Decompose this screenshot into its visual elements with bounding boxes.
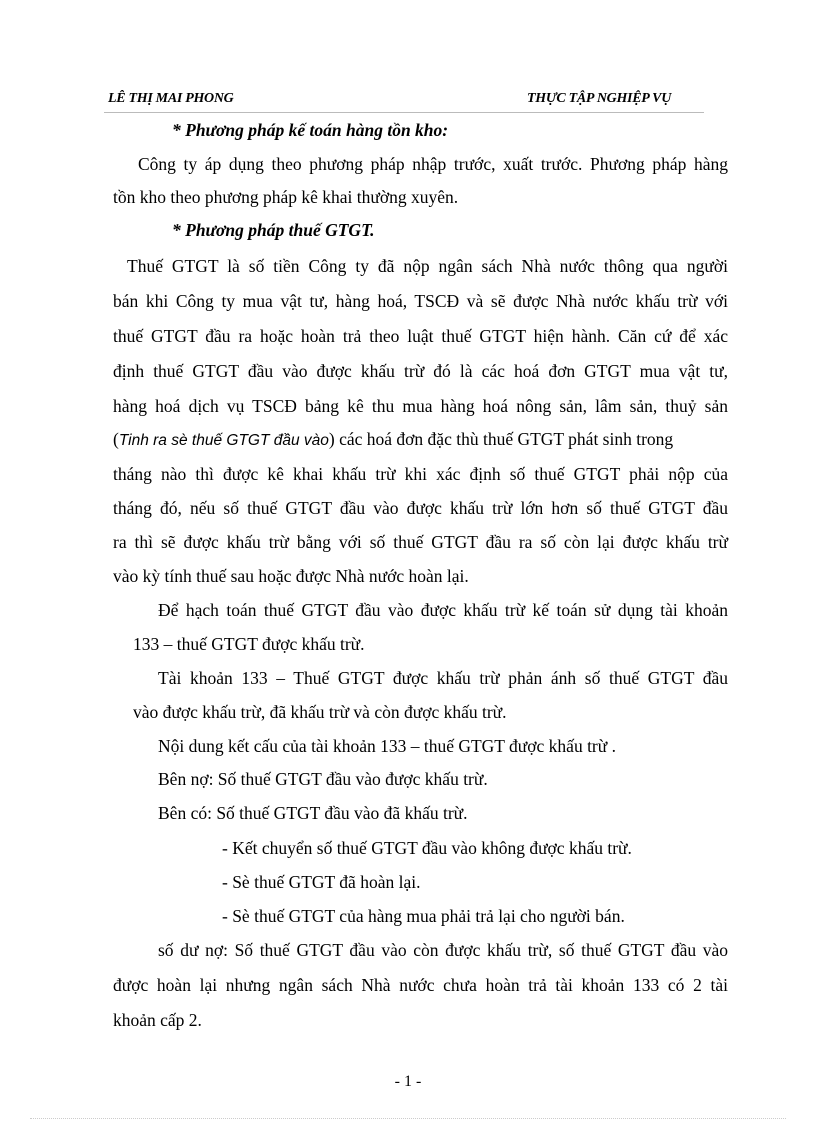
paragraph-line-mixed xyxy=(113,428,673,452)
paragraph-line: Thuế GTGT là số tiền Công ty đã nộp ngân sách Nhà nước thông qua người xyxy=(127,256,728,276)
paragraph-line: Để hạch toán thuế GTGT đầu vào được khấu trừ kế toán sử dụng tài khoản xyxy=(158,600,728,620)
page-number: - 1 - xyxy=(394,1073,422,1090)
section-heading-vat: * Phương pháp thuế GTGT. xyxy=(172,220,375,240)
open-paren: ( xyxy=(113,429,119,449)
paragraph-line: được hoàn lại nhưng ngân sách Nhà nước chưa hoàn trả tài khoản 133 có 2 tài xyxy=(113,975,728,995)
paragraph-line: ra thì sẽ được khấu trừ bằng với số thuế GTGT đầu ra số còn lại được khấu trừ xyxy=(113,532,728,552)
bullet-item: - Sè thuế GTGT đã hoàn lại. xyxy=(222,872,421,892)
paragraph-line: Bên có: Số thuế GTGT đầu vào đã khấu trừ. xyxy=(158,803,468,823)
header-author: LÊ THỊ MAI PHONG xyxy=(108,91,234,106)
paragraph-line: định thuế GTGT đầu vào được khấu trừ đó là các hoá đơn GTGT mua vật tư, xyxy=(113,361,728,381)
paragraph-line: Công ty áp dụng theo phương pháp nhập trước, xuất trước. Phương pháp hàng xyxy=(138,154,728,174)
paragraph-line: Tài khoản 133 – Thuế GTGT được khấu trừ phản ánh số thuế GTGT đầu xyxy=(158,668,728,688)
paragraph-line: Nội dung kết cấu của tài khoản 133 – thuế GTGT được khấu trừ . xyxy=(158,736,616,756)
header-title: THỰC TẬP NGHIỆP VỤ xyxy=(527,91,672,106)
paragraph-line: số dư nợ: Số thuế GTGT đầu vào còn được khấu trừ, số thuế GTGT đầu vào xyxy=(158,940,728,960)
bullet-item: - Sè thuế GTGT của hàng mua phải trả lại cho người bán. xyxy=(222,906,625,926)
paragraph-line: khoản cấp 2. xyxy=(113,1010,202,1030)
italic-note: Tinh ra sè thuế GTGT đầu vào xyxy=(118,432,329,449)
paragraph-line: hàng hoá dịch vụ TSCĐ bảng kê thu mua hàng hoá nông sản, lâm sản, thuỷ sản xyxy=(113,396,728,416)
bullet-item: - Kết chuyển số thuế GTGT đầu vào không được khấu trừ. xyxy=(222,838,632,858)
header-divider xyxy=(104,112,704,113)
paragraph-line: Bên nợ: Số thuế GTGT đầu vào được khấu trừ. xyxy=(158,769,488,789)
paragraph-line: 133 – thuế GTGT được khấu trừ. xyxy=(133,634,365,654)
paragraph-line: vào kỳ tính thuế sau hoặc được Nhà nước hoàn lại. xyxy=(113,566,469,586)
paragraph-line: bán khi Công ty mua vật tư, hàng hoá, TSCĐ và sẽ được Nhà nước khấu trừ với xyxy=(113,291,728,311)
page-bottom-border xyxy=(30,1118,786,1119)
paragraph-line: thuế GTGT đầu ra hoặc hoàn trả theo luật thuế GTGT hiện hành. Căn cứ để xác xyxy=(113,326,728,346)
paragraph-line: tháng đó, nếu số thuế GTGT đầu vào được khấu trừ lớn hơn số thuế GTGT đầu xyxy=(113,498,728,518)
paragraph-line: tháng nào thì được kê khai khấu trừ khi xác định số thuế GTGT phải nộp của xyxy=(113,464,728,484)
line-continuation: ) các hoá đơn đặc thù thuế GTGT phát sinh trong xyxy=(328,429,674,449)
paragraph-line: vào được khấu trừ, đã khấu trừ và còn được khấu trừ. xyxy=(133,702,507,722)
paragraph-line: tồn kho theo phương pháp kê khai thường xuyên. xyxy=(113,187,459,207)
section-heading-inventory: * Phương pháp kế toán hàng tồn kho: xyxy=(172,120,449,140)
